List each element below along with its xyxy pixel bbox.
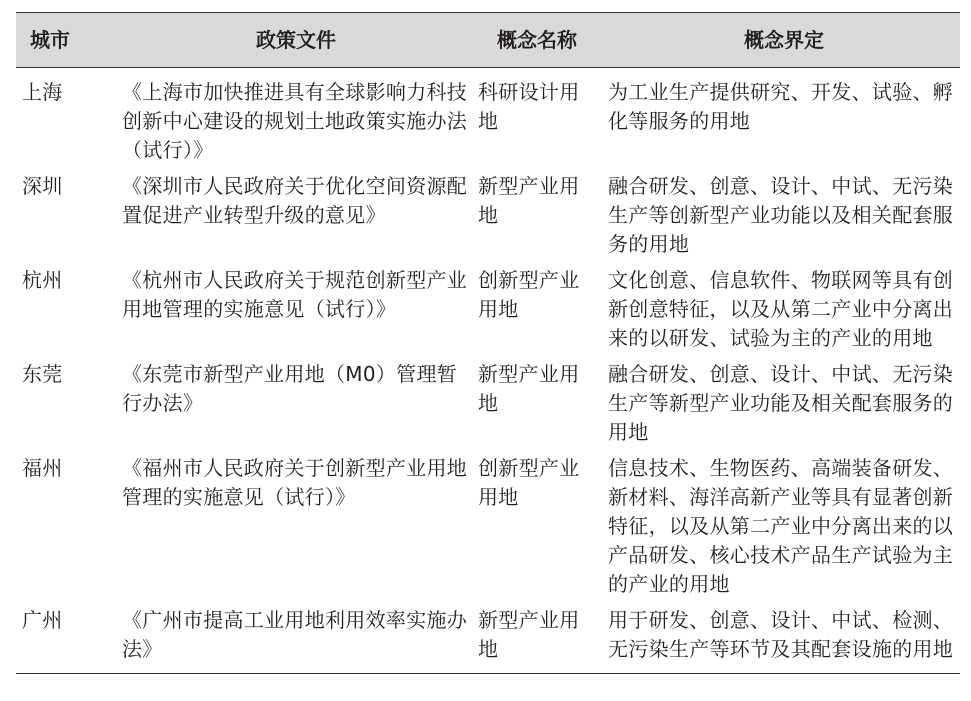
cell-definition: 文化创意、信息软件、物联网等具有创新创意特征，以及从第二产业中分离出来的以研发、试验为主的产业的用地 xyxy=(608,268,954,350)
cell-city: 福州 xyxy=(22,456,63,480)
cell-name: 新型产业用地 xyxy=(478,602,602,674)
cell-doc: 《福州市人民政府关于创新型产业用地管理的实施意见（试行）》 xyxy=(122,456,468,509)
table-body xyxy=(16,68,960,674)
cell-city: 深圳 xyxy=(22,174,63,198)
cell-doc: 《上海市加快推进具有全球影响力科技创新中心建设的规划土地政策实施办法（试行）》 xyxy=(122,80,468,162)
header-name: 概念名称 xyxy=(478,13,602,68)
cell-name: 新型产业用地 xyxy=(478,174,580,227)
cell-name: 科研设计用地 xyxy=(478,80,580,133)
cell-city: 东莞 xyxy=(22,362,63,386)
table-row xyxy=(16,450,960,602)
header-city: 城市 xyxy=(16,13,122,68)
header-row xyxy=(16,13,960,68)
cell-doc: 《杭州市人民政府关于规范创新型产业用地管理的实施意见（试行）》 xyxy=(122,268,468,321)
cell-doc: 《广州市提高工业用地利用效率实施办法》 xyxy=(122,602,478,674)
cell-doc: 《深圳市人民政府关于优化空间资源配置促进产业转型升级的意见》 xyxy=(122,174,468,227)
cell-city: 广州 xyxy=(16,602,122,674)
cell-name: 创新型产业用地 xyxy=(478,268,580,321)
header-definition: 概念界定 xyxy=(602,13,960,68)
cell-city: 杭州 xyxy=(22,268,63,292)
cell-definition: 信息技术、生物医药、高端装备研发、新材料、海洋高新产业等具有显著创新特征，以及从第二产业中分离出来的以产品研发、核心技术产品生产试验为主的产业的用地 xyxy=(608,456,954,596)
header-doc: 政策文件 xyxy=(122,13,478,68)
table-row xyxy=(16,356,960,450)
table-row xyxy=(16,168,960,262)
table-row xyxy=(16,262,960,356)
cell-doc: 《东莞市新型产业用地（M0）管理暂行办法》 xyxy=(122,362,458,415)
policy-table-container xyxy=(16,12,960,674)
cell-definition: 用于研发、创意、设计、中试、检测、无污染生产等环节及其配套设施的用地 xyxy=(602,602,960,674)
cell-definition: 融合研发、创意、设计、中试、无污染生产等创新型产业功能以及相关配套服务的用地 xyxy=(608,174,954,256)
cell-city: 上海 xyxy=(22,80,63,104)
cell-definition: 融合研发、创意、设计、中试、无污染生产等新型产业功能及相关配套服务的用地 xyxy=(608,362,954,444)
table-row xyxy=(16,68,960,169)
table-row xyxy=(16,602,960,674)
table-header xyxy=(16,13,960,68)
cell-definition: 为工业生产提供研究、开发、试验、孵化等服务的用地 xyxy=(608,80,954,133)
cell-name: 创新型产业用地 xyxy=(478,456,580,509)
cell-name: 新型产业用地 xyxy=(478,362,580,415)
policy-table xyxy=(16,12,960,674)
